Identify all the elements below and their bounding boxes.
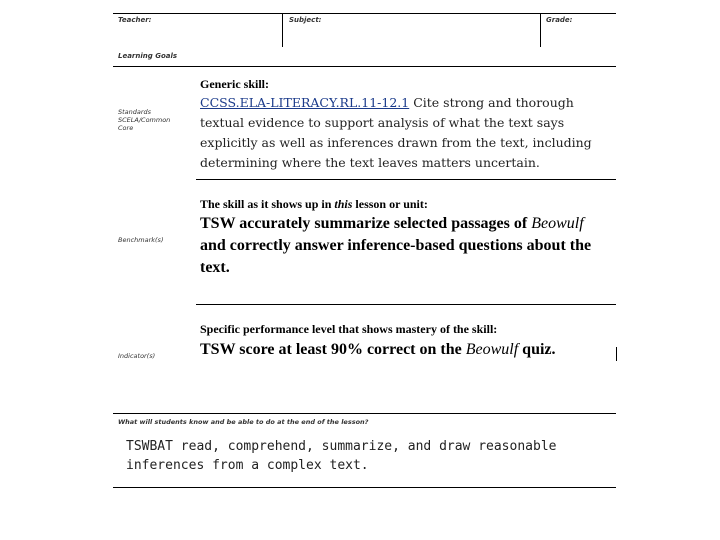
objective-bottom-rule [113, 487, 616, 488]
benchmark-rule [196, 304, 616, 305]
benchmark-heading-post: lesson or unit: [352, 197, 428, 211]
header-divider-2 [540, 13, 541, 47]
benchmark-text-em: Beowulf [531, 215, 584, 232]
benchmark-heading [200, 197, 428, 212]
benchmark-text-pre: TSW accurately summarize selected passages of [200, 215, 532, 232]
standards-heading: Generic skill: [200, 77, 269, 91]
objective-top-rule [113, 413, 616, 414]
standards-rule [196, 179, 616, 180]
indicator-text-post: quiz. [518, 341, 556, 358]
indicator-heading: Specific performance level that shows mastery of the skill: [200, 322, 498, 336]
benchmark-label: Benchmark(s) [118, 236, 164, 244]
standards-text [200, 93, 610, 173]
indicator-text-em: Beowulf [465, 341, 519, 358]
standards-label: Standards SCELA/Common Core [118, 108, 171, 132]
objective-text: TSWBAT read, comprehend, summarize, and draw reasonable inferences from a complex text. [126, 439, 557, 473]
benchmark-text [200, 213, 600, 279]
grade-label: Grade: [546, 16, 573, 24]
indicator-right-tick [616, 347, 617, 361]
learning-goals-label: Learning Goals [118, 52, 178, 60]
standards-description: Cite strong and thorough textual evidence to support analysis of what the text says explicitly as well as inferences drawn from the text, including determining where the text leaves matters uncertain. [200, 95, 592, 170]
standards-code: CCSS.ELA-LITERACY.RL.11-12.1 [200, 95, 410, 110]
benchmark-heading-pre: The skill as it shows up in [200, 197, 335, 211]
teacher-label: Teacher: [118, 16, 152, 24]
indicator-label: Indicator(s) [118, 352, 156, 360]
subject-label: Subject: [289, 16, 322, 24]
header-divider-1 [282, 13, 283, 47]
benchmark-text-post: and correctly answer inference-based questions about the text. [200, 237, 592, 276]
learning-goals-rule [113, 66, 616, 67]
indicator-text [200, 339, 610, 361]
indicator-text-pre: TSW score at least 90% correct on the [200, 341, 466, 358]
benchmark-heading-em: this [334, 197, 353, 211]
objective-label: What will students know and be able to do at the end of the lesson? [118, 418, 369, 426]
